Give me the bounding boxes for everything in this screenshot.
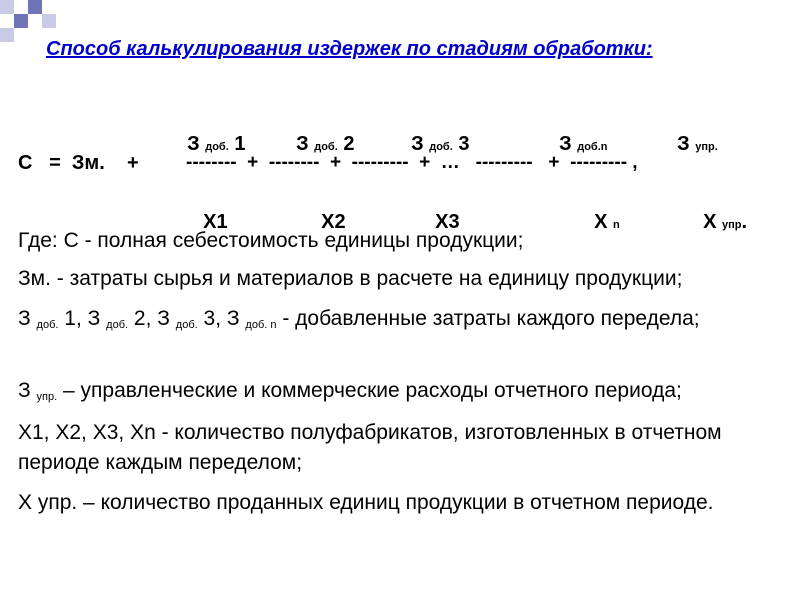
definition-line: Х упр. – количество проданных единиц продукции в отчетном периоде. bbox=[18, 491, 714, 514]
decor-square bbox=[14, 28, 28, 42]
formula-lhs: С = Зм. + bbox=[18, 152, 139, 174]
decor-square bbox=[42, 14, 56, 28]
decor-square bbox=[42, 0, 56, 14]
formula-denominator: Х3 bbox=[435, 211, 460, 233]
decor-square bbox=[0, 28, 14, 42]
decor-square bbox=[0, 14, 14, 28]
decor-square bbox=[0, 0, 14, 14]
definition-line: Х1, Х2, Х3, Хn - количество полуфабрикатов, изготовленных в отчетном периоде каждым переделом; bbox=[18, 421, 722, 474]
formula-numerator: З доб. 3 bbox=[411, 133, 470, 155]
formula-numerator: З доб. 1 bbox=[187, 133, 246, 155]
definition-line: З доб. 1, З доб. 2, З доб. 3, З доб. n - добавленные затраты каждого передела; bbox=[18, 307, 700, 331]
formula-denominator: Х упр. bbox=[703, 211, 748, 233]
formula-numerator: З упр. bbox=[677, 133, 718, 155]
page-title: Способ калькулирования издержек по стадиям обработки: bbox=[46, 38, 653, 60]
decor-square bbox=[14, 0, 28, 14]
decor-square bbox=[28, 0, 42, 14]
definition-line: З упр. – управленческие и коммерческие расходы отчетного периода; bbox=[18, 379, 682, 403]
decor-square bbox=[28, 14, 42, 28]
definition-line: Где: С - полная себестоимость единицы продукции; bbox=[18, 229, 524, 252]
formula-fraction-lines: -------- + -------- + --------- + … --------- + --------- , bbox=[186, 152, 638, 173]
formula-numerator: З доб.n bbox=[559, 133, 608, 155]
formula-denominator: Х1 bbox=[203, 211, 228, 233]
decor-square bbox=[14, 14, 28, 28]
definition-line: Зм. - затраты сырья и материалов в расчете на единицу продукции; bbox=[18, 267, 683, 290]
formula-denominator: Х n bbox=[594, 211, 620, 233]
formula-numerator: З доб. 2 bbox=[296, 133, 355, 155]
formula-denominator: Х2 bbox=[321, 211, 346, 233]
